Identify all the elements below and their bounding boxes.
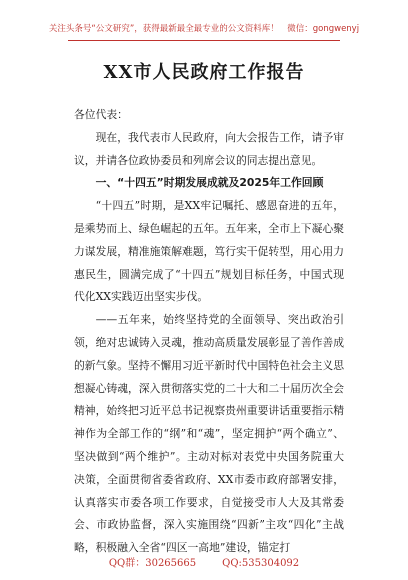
body-paragraph: “十四五”时期，是XX牢记嘱托、感恩奋进的五年，是乘势而上、绿色崛起的五年。五年来，全市上下凝心聚力谋发展，精准施策解难题，笃行实干促转型，用心用力惠民生，圆满完成了“十四五”规划目标任务，中国式现代化XX实践迈出坚实步伐。 [74, 199, 344, 304]
footer-qq-group: QQ群：30265665 [108, 558, 197, 569]
salutation: 各位代表： [74, 108, 128, 121]
body-paragraph: ——五年来，始终坚持党的全面领导、突出政治引领，绝对忠诚铸入灵魂，推动高质量发展彰显了善作善成的新气象。坚持不懈用习近平新时代中国特色社会主义思想凝心铸魂，深入贯彻落实党的二十大和二十届历次全会精神，始终把习近平总书记视察贵州重要讲话重要指示精神作为全部工作的“纲”和“魂”，坚定拥护“两个确立”、坚决做到“两个维护”。主动对标对表党中央国务院重大决策，全面贯彻省委省政府、XX市委市政府部署安排，认真落实市委各项工作要求，自觉接受市人大及其常委会、市政协监督，深入实施围绕“四新”主攻“四化”主战略，积极融入全省“四区一高地”建设，锚定打 [74, 313, 344, 555]
intro-paragraph: 现在，我代表市人民政府，向大会报告工作，请予审议，并请各位政协委员和列席会议的同志提出意见。 [74, 130, 344, 167]
header-rule [68, 40, 340, 41]
header-banner: 关注头条号“公文研究”，获得最新最全最专业的公文资料库！ 微信：gongwenyj [48, 24, 360, 34]
document-body [74, 104, 344, 560]
footer [0, 554, 408, 569]
footer-qq: QQ:535304092 [222, 558, 300, 569]
section-heading: 一、“十四五”时期发展成就及2025年工作回顾 [95, 176, 324, 190]
document-title: XX市人民政府工作报告 [103, 62, 305, 83]
